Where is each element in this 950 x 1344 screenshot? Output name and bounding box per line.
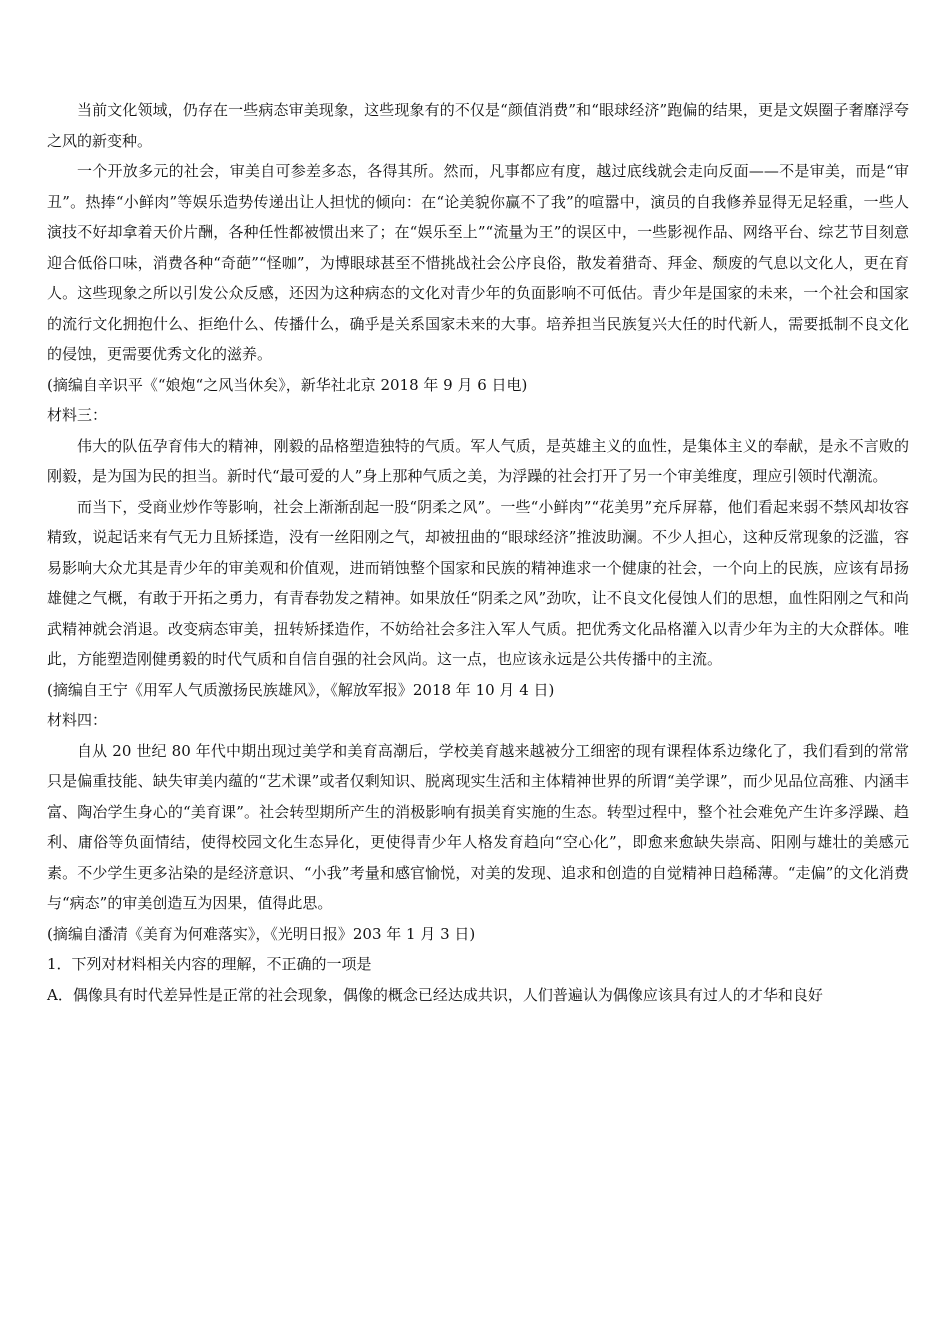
question-1-stem: 1．下列对材料相关内容的理解，不正确的一项是 [47,955,372,973]
material2-source: (摘编自辛识平《“娘炮“之风当休矣》，新华社北京 2018 年 9 月 6 日电) [47,375,528,394]
material3-paragraph-2: 而当下，受商业炒作等影响，社会上渐渐刮起一股“阴柔之风”。一些“小鲜肉”“花美男”充斥屏幕，他们看起来弱不禁风却妆容精致，说起话来有气无力且矫揉造，没有一丝阳刚之气，却被扭曲的“眼球经济”推波助澜。不少人担心，这种反常现象的泛滥，容易影响大众尤其是青少年的审美观和价值观，进而销蚀整个国家和民族的精神進求一个健康的社会，一个向上的民族，应该有昂扬雄健之气概，有敢于开拓之勇力，有青春勃发之精神。如果放任“阴柔之风”劲吹，让不良文化侵蚀人们的思想，血性阳刚之气和尚武精神就会消退。改变病态审美，扭转矫揉造作，不妨给社会多注入军人气质。把优秀文化品格灌入以青少年为主的大众群体。唯此，方能塑造刚健勇毅的时代气质和自信自强的社会风尚。这一点，也应该永远是公共传播中的主流。 [47,497,909,668]
material4-label: 材料四： [47,711,108,729]
material4-paragraph-1: 自从 20 世纪 80 年代中期出现过美学和美育高潮后，学校美育越来越被分工细密的现有课程体系边缘化了，我们看到的常常只是偏重技能、缺失审美内蕴的“艺术课”或者仅剩知识、脱离现实生活和主体精神世界的所谓“美学课”，而少见品位高雅、内涵丰富、陶冶学生身心的“美育课”。社会转型期所产生的消极影响有损美育实施的生态。转型过程中，整个社会难免产生许多浮躁、趋利、庸俗等负面情结，使得校园文化生态异化，更使得青少年人格发育趋向“空心化”，即愈来愈缺失崇高、阳刚与雄壮的美感元素。不少学生更多沾染的是经济意识、“小我”考量和感官愉悦，对美的发现、追求和创造的自觉精神日趋稀薄。“走偏”的文化消费与“病态”的审美创造互为因果，值得此思。 [47,741,909,912]
document-body [47,95,909,1010]
material3-source: (摘编自王宁《用军人气质激扬民族雄风》，《解放军报》2018 年 10 月 4 日) [47,680,555,699]
question-1-option-a: A．偶像具有时代差异性是正常的社会现象，偶像的概念已经达成共识，人们普遍认为偶像应该具有过人的才华和良好 [47,985,823,1004]
material3-label: 材料三： [47,406,108,424]
material2-paragraph-2: 一个开放多元的社会，审美自可参差多态，各得其所。然而，凡事都应有度，越过底线就会走向反面——不是审美，而是“审丑”。热捧“小鲜肉”等娱乐造势传递出让人担忧的倾向：在“论美貌你赢不了我”的喧嚣中，演员的自我修养显得无足轻重，一些人演技不好却拿着天价片酬，各种任性都被惯出来了；在“娱乐至上”“流量为王”的误区中，一些影视作品、网络平台、综艺节目刻意迎合低俗口味，消费各种“奇葩”“怪咖”，为博眼球甚至不惜挑战社会公序良俗，散发着猎奇、拜金、颓废的气息以文化人，更在育人。这些现象之所以引发公众反感，还因为这种病态的文化对青少年的负面影响不可低估。青少年是国家的未来，一个社会和国家的流行文化拥抱什么、拒绝什么、传播什么，确乎是关系国家未来的大事。培养担当民族复兴大任的时代新人，需要抵制不良文化的侵蚀，更需要优秀文化的滋养。 [47,162,909,363]
material2-paragraph-1: 当前文化领域，仍存在一些病态审美现象，这些现象有的不仅是“颜值消费”和“眼球经济”跑偏的结果，更是文娱圈子奢靡浮夸之风的新变种。 [47,101,909,150]
material3-paragraph-1: 伟大的队伍孕育伟大的精神，刚毅的品格塑造独特的气质。军人气质，是英雄主义的血性，是集体主义的奉献，是永不言败的刚毅，是为国为民的担当。新时代“最可爱的人”身上那种气质之美，为浮躁的社会打开了另一个审美维度，理应引领时代潮流。 [47,436,909,485]
material4-source: (摘编自潘清《美育为何难落实》，《光明日报》203 年 1 月 3 日) [47,924,476,943]
